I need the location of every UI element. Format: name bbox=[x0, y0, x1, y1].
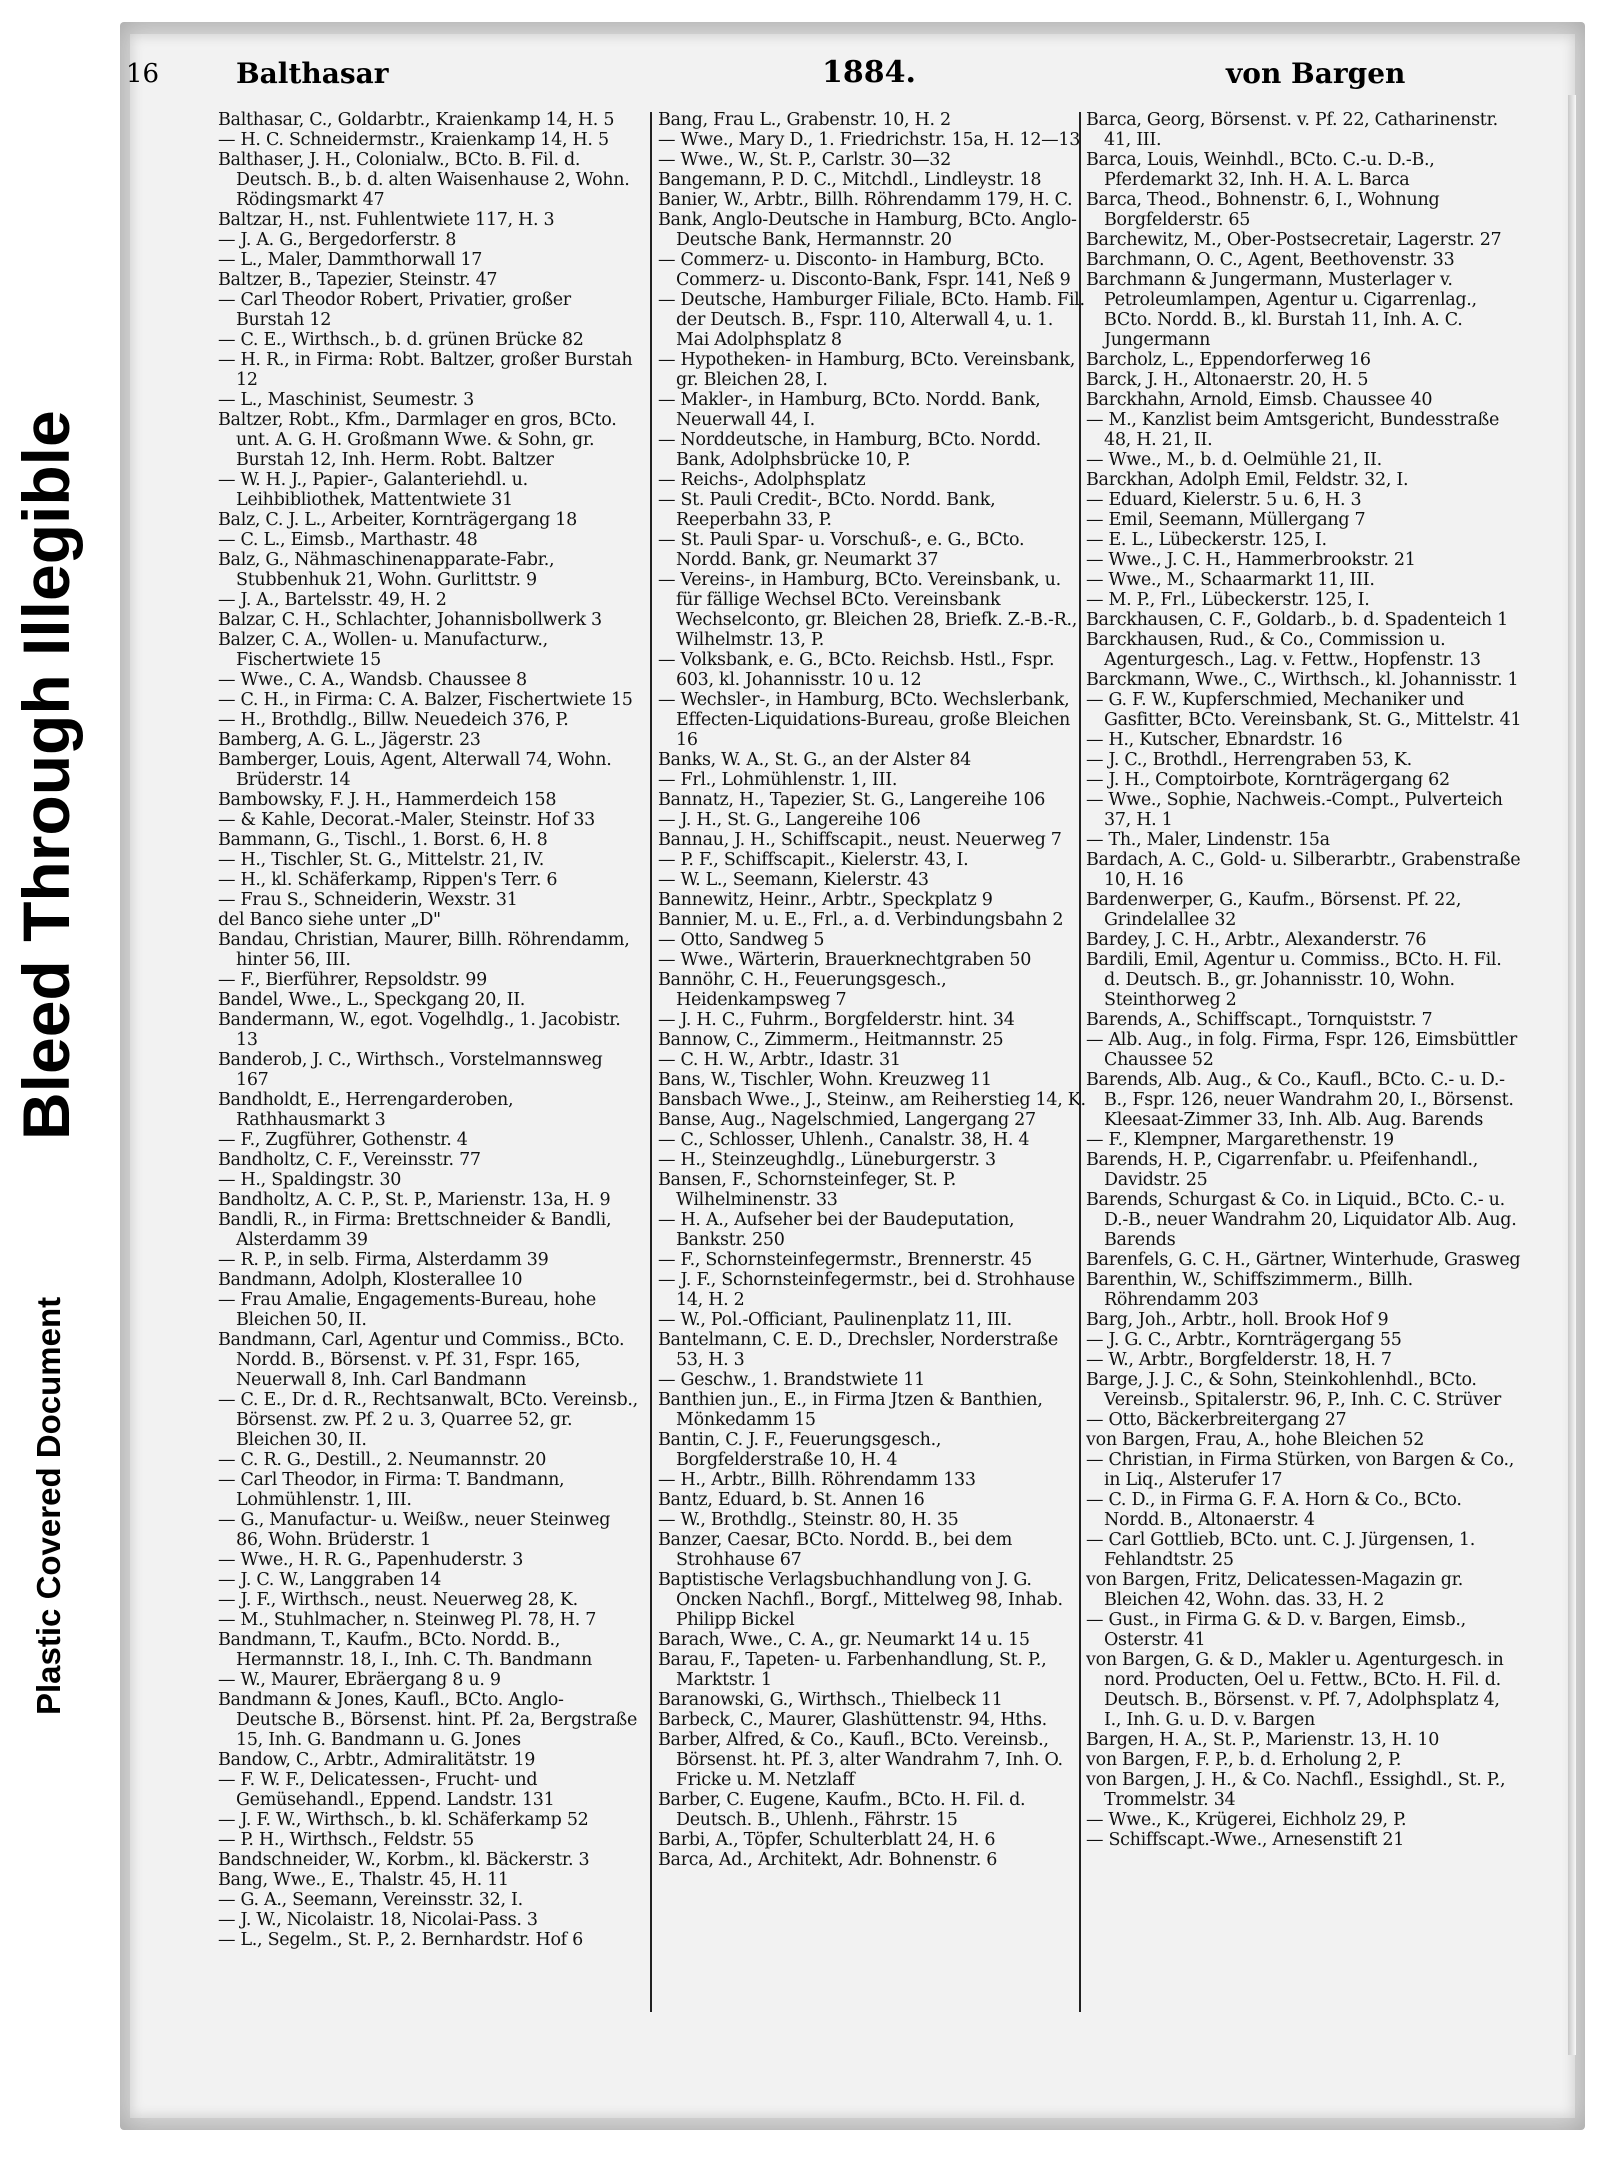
directory-entry: Barbi, A., Töpfer, Schulterblatt 24, H. 6 bbox=[658, 1830, 996, 1850]
directory-entry: Barenthin, W., Schiffszimmerm., Billh. Röhrendamm 203 bbox=[1086, 1270, 1413, 1310]
page-header bbox=[126, 53, 1562, 97]
directory-entry: — C. H., in Firma: C. A. Balzer, Fischertwiete 15 bbox=[218, 690, 633, 710]
directory-entry: Bandel, Wwe., L., Speckgang 20, II. bbox=[218, 990, 526, 1010]
column-divider bbox=[650, 112, 652, 2012]
directory-entry: — H. R., in Firma: Robt. Baltzer, großer Burstah 12 bbox=[218, 350, 633, 390]
directory-entry: Barca, Theod., Bohnenstr. 6, I., Wohnung Borgfelderstr. 65 bbox=[1086, 190, 1440, 230]
directory-entry: — Christian, in Firma Stürken, von Bargen & Co., in Liq., Alsterufer 17 bbox=[1086, 1450, 1515, 1490]
directory-entry: — St. Pauli Spar- u. Vorschuß-, e. G., BCto. Nordd. Bank, gr. Neumarkt 37 bbox=[658, 530, 1025, 570]
directory-entry: — W., Maurer, Ebräergang 8 u. 9 bbox=[218, 1670, 501, 1690]
directory-entry: — J. A., Bartelsstr. 49, H. 2 bbox=[218, 590, 447, 610]
directory-entry: — Wwe., H. R. G., Papenhuderstr. 3 bbox=[218, 1550, 524, 1570]
directory-entry: — Frau Amalie, Engagements-Bureau, hohe Bleichen 50, II. bbox=[218, 1290, 596, 1330]
directory-entry: — P. F., Schiffscapit., Kielerstr. 43, I. bbox=[658, 850, 969, 870]
directory-entry: — W. L., Seemann, Kielerstr. 43 bbox=[658, 870, 929, 890]
directory-entry: Barca, Georg, Börsenst. v. Pf. 22, Catharinenstr. 41, III. bbox=[1086, 110, 1498, 150]
page-number: 16 bbox=[126, 59, 160, 89]
directory-entry: von Bargen, J. H., & Co. Nachfl., Essighdl., St. P., Trommelstr. 34 bbox=[1086, 1770, 1506, 1810]
directory-entry: Bantelmann, C. E. D., Drechsler, Norderstraße 53, H. 3 bbox=[658, 1330, 1058, 1370]
directory-entry: — W. H. J., Papier-, Galanteriehdl. u. Leihbibliothek, Mattentwiete 31 bbox=[218, 470, 528, 510]
directory-entry: Bang, Frau L., Grabenstr. 10, H. 2 bbox=[658, 110, 951, 130]
column-1 bbox=[218, 110, 638, 2030]
directory-entry: — Frau S., Schneiderin, Wexstr. 31 bbox=[218, 890, 518, 910]
plastic-covered-label: Plastic Covered Document bbox=[30, 1296, 67, 1715]
directory-entry: — F., Bierführer, Repsoldstr. 99 bbox=[218, 970, 487, 990]
directory-entry: Bandow, C., Arbtr., Admiralitätstr. 19 bbox=[218, 1750, 536, 1770]
directory-entry: — Volksbank, e. G., BCto. Reichsb. Hstl., Fspr. 603, kl. Johannisstr. 10 u. 12 bbox=[658, 650, 1055, 690]
directory-entry: von Bargen, Fritz, Delicatessen-Magazin gr. Bleichen 42, Wohn. das. 33, H. 2 bbox=[1086, 1570, 1464, 1610]
directory-entry: Bannewitz, Heinr., Arbtr., Speckplatz 9 bbox=[658, 890, 993, 910]
directory-entry: — H., Brothdlg., Billw. Neuedeich 376, P. bbox=[218, 710, 569, 730]
directory-entry: — C. R. G., Destill., 2. Neumannstr. 20 bbox=[218, 1450, 547, 1470]
directory-entry: Barckhausen, Rud., & Co., Commission u. Agenturgesch., Lag. v. Fettw., Hopfenstr. 13 bbox=[1086, 630, 1481, 670]
directory-entry: Bandholtz, A. C. P., St. P., Marienstr. 13a, H. 9 bbox=[218, 1190, 611, 1210]
directory-entry: — Th., Maler, Lindenstr. 15a bbox=[1086, 830, 1330, 850]
directory-entry: Bandmann, T., Kaufm., BCto. Nordd. B., Hermannstr. 18, I., Inh. C. Th. Bandmann bbox=[218, 1630, 593, 1670]
directory-entry: — R. P., in selb. Firma, Alsterdamm 39 bbox=[218, 1250, 549, 1270]
directory-entry: — C. E., Dr. d. R., Rechtsanwalt, BCto. Vereinsb., Börsenst. zw. Pf. 2 u. 3, Quarree 52, gr. Bleichen 30, II. bbox=[218, 1390, 638, 1450]
directory-entry: Barends, Schurgast & Co. in Liquid., BCto. C.- u. D.-B., neuer Wandrahm 20, Liquidator Alb. Aug. Barends bbox=[1086, 1190, 1517, 1250]
directory-entry: Bang, Wwe., E., Thalstr. 45, H. 11 bbox=[218, 1870, 509, 1890]
directory-entry: — Carl Theodor Robert, Privatier, großer Burstah 12 bbox=[218, 290, 571, 330]
directory-entry: Balzar, C. H., Schlachter, Johannisbollwerk 3 bbox=[218, 610, 602, 630]
directory-entry: — Gust., in Firma G. & D. v. Bargen, Eimsb., Osterstr. 41 bbox=[1086, 1610, 1466, 1650]
directory-entry: Banse, Aug., Nagelschmied, Langergang 27 bbox=[658, 1110, 1036, 1130]
directory-entry: — J. W., Nicolaistr. 18, Nicolai-Pass. 3 bbox=[218, 1910, 538, 1930]
directory-entry: — Frl., Lohmühlenstr. 1, III. bbox=[658, 770, 898, 790]
directory-entry: Baptistische Verlagsbuchhandlung von J. G. Oncken Nachfl., Borgf., Mittelweg 98, Inhab. Philipp Bickel bbox=[658, 1570, 1063, 1630]
directory-entry: Barchewitz, M., Ober-Postsecretair, Lagerstr. 27 bbox=[1086, 230, 1502, 250]
directory-entry: Bardey, J. C. H., Arbtr., Alexanderstr. 76 bbox=[1086, 930, 1427, 950]
directory-entry: — J. H., St. G., Langereihe 106 bbox=[658, 810, 921, 830]
directory-entry: — Hypotheken- in Hamburg, BCto. Vereinsbank, gr. Bleichen 28, I. bbox=[658, 350, 1075, 390]
directory-entry: Balthasar, C., Goldarbtr., Kraienkamp 14, H. 5 bbox=[218, 110, 615, 130]
directory-entry: — P. H., Wirthsch., Feldstr. 55 bbox=[218, 1830, 474, 1850]
directory-entry: Barends, A., Schiffscapt., Tornquiststr. 7 bbox=[1086, 1010, 1433, 1030]
directory-entry: — Wwe., Sophie, Nachweis.-Compt., Pulverteich 37, H. 1 bbox=[1086, 790, 1503, 830]
directory-entry: — H. A., Aufseher bei der Baudeputation, Bankstr. 250 bbox=[658, 1210, 1015, 1250]
directory-entry: Bandholdt, E., Herrengarderoben, Rathhausmarkt 3 bbox=[218, 1090, 514, 1130]
directory-entry: — L., Maler, Dammthorwall 17 bbox=[218, 250, 483, 270]
directory-entry: — F. W. F., Delicatessen-, Frucht- und Gemüsehandl., Eppend. Landstr. 131 bbox=[218, 1770, 555, 1810]
directory-entry: — F., Schornsteinfegermstr., Brennerstr. 45 bbox=[658, 1250, 1032, 1270]
directory-entry: — Wwe., K., Krügerei, Eichholz 29, P. bbox=[1086, 1810, 1407, 1830]
directory-entry: Baranowski, G., Wirthsch., Thielbeck 11 bbox=[658, 1690, 1003, 1710]
directory-entry: — Emil, Seemann, Müllergang 7 bbox=[1086, 510, 1366, 530]
directory-entry: — F., Klempner, Margarethenstr. 19 bbox=[1086, 1130, 1394, 1150]
directory-entry: Barchmann & Jungermann, Musterlager v. Petroleumlampen, Agentur u. Cigarrenlag., BCto. Nordd. B., kl. Burstah 11, Inh. A. C. Jungermann bbox=[1086, 270, 1477, 350]
directory-entry: — W., Brothdlg., Steinstr. 80, H. 35 bbox=[658, 1510, 959, 1530]
directory-entry: — H., Kutscher, Ebnardstr. 16 bbox=[1086, 730, 1343, 750]
directory-entry: Bamberg, A. G. L., Jägerstr. 23 bbox=[218, 730, 481, 750]
directory-entry: — C., Schlosser, Uhlenh., Canalstr. 38, H. 4 bbox=[658, 1130, 1030, 1150]
directory-entry: — Schiffscapt.-Wwe., Arnesenstift 21 bbox=[1086, 1830, 1405, 1850]
directory-entry: — Wwe., W., St. P., Carlstr. 30—32 bbox=[658, 150, 951, 170]
directory-entry: — F., Zugführer, Gothenstr. 4 bbox=[218, 1130, 468, 1150]
directory-entry: — H., Steinzeughdlg., Lüneburgerstr. 3 bbox=[658, 1150, 996, 1170]
directory-entry: Banderob, J. C., Wirthsch., Vorstelmannsweg 167 bbox=[218, 1050, 603, 1090]
directory-entry: — Eduard, Kielerstr. 5 u. 6, H. 3 bbox=[1086, 490, 1362, 510]
directory-entry: — Wwe., Wärterin, Brauerknechtgraben 50 bbox=[658, 950, 1032, 970]
directory-entry: Balz, C. J. L., Arbeiter, Kornträgergang 18 bbox=[218, 510, 577, 530]
directory-entry: Bansen, F., Schornsteinfeger, St. P. Wilhelminenstr. 33 bbox=[658, 1170, 956, 1210]
directory-entry: von Bargen, G. & D., Makler u. Agenturgesch. in nord. Producten, Oel u. Fettw., BCto. H. Fil. d. Deutsch. B., Börsenst. v. Pf. 7, Adolphsplatz 4, I., Inh. G. u. D. v. Bargen bbox=[1086, 1650, 1504, 1730]
directory-entry: — J. F., Schornsteinfegermstr., bei d. Strohhause 14, H. 2 bbox=[658, 1270, 1075, 1310]
directory-entry: Banks, W. A., St. G., an der Alster 84 bbox=[658, 750, 971, 770]
directory-entry: — Carl Theodor, in Firma: T. Bandmann, Lohmühlenstr. 1, III. bbox=[218, 1470, 565, 1510]
directory-entry: Barber, Alfred, & Co., Kaufl., BCto. Vereinsb., Börsenst. ht. Pf. 3, alter Wandrahm 7, Inh. O. Fricke u. M. Netzlaff bbox=[658, 1730, 1063, 1790]
directory-entry: del Banco siehe unter „D" bbox=[218, 910, 441, 930]
directory-entry: — Wwe., J. C. H., Hammerbrookstr. 21 bbox=[1086, 550, 1416, 570]
directory-entry: Barckmann, Wwe., C., Wirthsch., kl. Johannisstr. 1 bbox=[1086, 670, 1519, 690]
directory-entry: — Otto, Bäckerbreitergang 27 bbox=[1086, 1410, 1347, 1430]
directory-entry: Baltzer, B., Tapezier, Steinstr. 47 bbox=[218, 270, 498, 290]
directory-entry: — C. E., Wirthsch., b. d. grünen Brücke 82 bbox=[218, 330, 584, 350]
directory-entry: — M., Kanzlist beim Amtsgericht, Bundesstraße 48, H. 21, II. bbox=[1086, 410, 1500, 450]
directory-entry: — Wwe., C. A., Wandsb. Chaussee 8 bbox=[218, 670, 527, 690]
directory-entry: — G. F. W., Kupferschmied, Mechaniker und Gasfitter, BCto. Vereinsbank, St. G., Mittelstr. 41 bbox=[1086, 690, 1522, 730]
directory-entry: — M. P., Frl., Lübeckerstr. 125, I. bbox=[1086, 590, 1370, 610]
directory-entry: Baltzar, H., nst. Fuhlentwiete 117, H. 3 bbox=[218, 210, 555, 230]
directory-entry: Bank, Anglo-Deutsche in Hamburg, BCto. Anglo-Deutsche Bank, Hermannstr. 20 bbox=[658, 210, 1077, 250]
directory-entry: Bannau, J. H., Schiffscapit., neust. Neuerweg 7 bbox=[658, 830, 1062, 850]
directory-entry: — Makler-, in Hamburg, BCto. Nordd. Bank, Neuerwall 44, I. bbox=[658, 390, 1041, 430]
directory-entry: — Wechsler-, in Hamburg, BCto. Wechslerbank, Effecten-Liquidations-Bureau, große Bleichen 16 bbox=[658, 690, 1071, 750]
directory-entry: Bandmann & Jones, Kaufl., BCto. Anglo-Deutsche B., Börsenst. hint. Pf. 2a, Bergstraße 15, Inh. G. Bandmann u. G. Jones bbox=[218, 1690, 638, 1750]
directory-entry: Bardili, Emil, Agentur u. Commiss., BCto. H. Fil. d. Deutsch. B., gr. Johannisstr. 10, Wohn. Steinthorweg 2 bbox=[1086, 950, 1502, 1010]
column-3 bbox=[1086, 110, 1522, 2030]
directory-entry: — C. L., Eimsb., Marthastr. 48 bbox=[218, 530, 478, 550]
directory-entry: — Wwe., Mary D., 1. Friedrichstr. 15a, H. 12—13 bbox=[658, 130, 1081, 150]
directory-entry: — H., Arbtr., Billh. Röhrendamm 133 bbox=[658, 1470, 976, 1490]
column-divider bbox=[1079, 112, 1081, 2012]
directory-entry: Balzer, C. A., Wollen- u. Manufacturw., Fischertwiete 15 bbox=[218, 630, 548, 670]
directory-entry: Bannatz, H., Tapezier, St. G., Langereihe 106 bbox=[658, 790, 1046, 810]
directory-entry: — J. C. W., Langgraben 14 bbox=[218, 1570, 442, 1590]
directory-entry: Bandmann, Adolph, Klosterallee 10 bbox=[218, 1270, 523, 1290]
directory-entry: Bargen, H. A., St. P., Marienstr. 13, H. 10 bbox=[1086, 1730, 1440, 1750]
directory-entry: von Bargen, F. P., b. d. Erholung 2, P. bbox=[1086, 1750, 1402, 1770]
directory-entry: Bandau, Christian, Maurer, Billh. Röhrendamm, hinter 56, III. bbox=[218, 930, 630, 970]
directory-entry: — Otto, Sandweg 5 bbox=[658, 930, 825, 950]
directory-entry: Bannier, M. u. E., Frl., a. d. Verbindungsbahn 2 bbox=[658, 910, 1064, 930]
directory-entry: — J. H., Comptoirbote, Kornträgergang 62 bbox=[1086, 770, 1450, 790]
directory-entry: Bans, W., Tischler, Wohn. Kreuzweg 11 bbox=[658, 1070, 992, 1090]
directory-entry: Barber, C. Eugene, Kaufm., BCto. H. Fil. d. Deutsch. B., Uhlenh., Fährstr. 15 bbox=[658, 1790, 1026, 1830]
directory-entry: Barckhan, Adolph Emil, Feldstr. 32, I. bbox=[1086, 470, 1409, 490]
directory-entry: — W., Pol.-Officiant, Paulinenplatz 11, III. bbox=[658, 1310, 1012, 1330]
directory-entry: Barge, J. J. C., & Sohn, Steinkohlenhdl., BCto. Vereinsb., Spitalerstr. 96, P., Inh. C. C. Strüver bbox=[1086, 1370, 1501, 1410]
directory-entry: Banier, W., Arbtr., Billh. Röhrendamm 179, H. C. bbox=[658, 190, 1073, 210]
directory-entry: — E. L., Lübeckerstr. 125, I. bbox=[1086, 530, 1327, 550]
directory-entry: Baltzer, Robt., Kfm., Darmlager en gros, BCto. unt. A. G. H. Großmann Wwe. & Sohn, gr. Burstah 12, Inh. Herm. Robt. Baltzer bbox=[218, 410, 617, 470]
directory-entry: — Wwe., M., Schaarmarkt 11, III. bbox=[1086, 570, 1375, 590]
directory-entry: Bamberger, Louis, Agent, Alterwall 74, Wohn. Brüderstr. 14 bbox=[218, 750, 612, 790]
directory-entry: Bammann, G., Tischl., 1. Borst. 6, H. 8 bbox=[218, 830, 548, 850]
directory-entry: — Reichs-, Adolphsplatz bbox=[658, 470, 866, 490]
header-right-keyword: von Bargen bbox=[1226, 57, 1406, 90]
directory-entry: Barck, J. H., Altonaerstr. 20, H. 5 bbox=[1086, 370, 1369, 390]
directory-entry: — L., Segelm., St. P., 2. Bernhardstr. Hof 6 bbox=[218, 1930, 583, 1950]
side-labels bbox=[0, 0, 120, 2177]
header-year: 1884. bbox=[822, 55, 916, 90]
directory-entry: — Commerz- u. Disconto- in Hamburg, BCto. Commerz- u. Disconto-Bank, Fspr. 141, Neß 9 bbox=[658, 250, 1071, 290]
directory-entry: — Vereins-, in Hamburg, BCto. Vereinsbank, u. für fällige Wechsel BCto. Vereinsbank Wechselconto, gr. Bleichen 28, Briefk. Z.-B.-R., Wilhelmstr. 13, P. bbox=[658, 570, 1078, 650]
directory-entry: — H., Spaldingstr. 30 bbox=[218, 1170, 402, 1190]
directory-entry: — Deutsche, Hamburger Filiale, BCto. Hamb. Fil. der Deutsch. B., Fspr. 110, Alterwall 4, u. 1. Mai Adolphsplatz 8 bbox=[658, 290, 1085, 350]
directory-entry: Bandmann, Carl, Agentur und Commiss., BCto. Nordd. B., Börsenst. v. Pf. 31, Fspr. 165, Neuerwall 8, Inh. Carl Bandmann bbox=[218, 1330, 625, 1390]
directory-entry: — St. Pauli Credit-, BCto. Nordd. Bank, Reeperbahn 33, P. bbox=[658, 490, 996, 530]
directory-entry: Barends, H. P., Cigarrenfabr. u. Pfeifenhandl., Davidstr. 25 bbox=[1086, 1150, 1479, 1190]
directory-entry: — C. D., in Firma G. F. A. Horn & Co., BCto. Nordd. B., Altonaerstr. 4 bbox=[1086, 1490, 1462, 1530]
directory-entry: Barca, Louis, Weinhdl., BCto. C.-u. D.-B., Pferdemarkt 32, Inh. H. A. L. Barca bbox=[1086, 150, 1435, 190]
directory-entry: Bannöhr, C. H., Feuerungsgesch., Heidenkampsweg 7 bbox=[658, 970, 947, 1010]
directory-entry: Barcholz, L., Eppendorferweg 16 bbox=[1086, 350, 1371, 370]
directory-entry: Bardach, A. C., Gold- u. Silberarbtr., Grabenstraße 10, H. 16 bbox=[1086, 850, 1521, 890]
bleed-through-illegible-label: Bleed Through Illegible bbox=[9, 410, 83, 1140]
directory-entry: — G. A., Seemann, Vereinsstr. 32, I. bbox=[218, 1890, 523, 1910]
directory-entry: Barenfels, G. C. H., Gärtner, Winterhude, Grasweg bbox=[1086, 1250, 1521, 1270]
directory-entry: — J. G. C., Arbtr., Kornträgergang 55 bbox=[1086, 1330, 1402, 1350]
directory-entry: — J. C., Brothdl., Herrengraben 53, K. bbox=[1086, 750, 1412, 770]
directory-entry: Bambowsky, F. J. H., Hammerdeich 158 bbox=[218, 790, 557, 810]
directory-entry: — Carl Gottlieb, BCto. unt. C. J. Jürgensen, 1. Fehlandtstr. 25 bbox=[1086, 1530, 1476, 1570]
directory-entry: — J. F. W., Wirthsch., b. kl. Schäferkamp 52 bbox=[218, 1810, 589, 1830]
directory-entry: Bannow, C., Zimmerm., Heitmannstr. 25 bbox=[658, 1030, 1004, 1050]
directory-entry: von Bargen, Frau, A., hohe Bleichen 52 bbox=[1086, 1430, 1425, 1450]
directory-entry: — Alb. Aug., in folg. Firma, Fspr. 126, Eimsbüttler Chaussee 52 bbox=[1086, 1030, 1517, 1070]
directory-entry: Bandschneider, W., Korbm., kl. Bäckerstr. 3 bbox=[218, 1850, 590, 1870]
directory-entry: Banthien jun., E., in Firma Jtzen & Banthien, Mönkedamm 15 bbox=[658, 1390, 1043, 1430]
directory-entry: Barchmann, O. C., Agent, Beethovenstr. 33 bbox=[1086, 250, 1455, 270]
directory-entry: Bantz, Eduard, b. St. Annen 16 bbox=[658, 1490, 925, 1510]
directory-entry: Barckhausen, C. F., Goldarb., b. d. Spadenteich 1 bbox=[1086, 610, 1508, 630]
directory-entry: Bardenwerper, G., Kaufm., Börsenst. Pf. 22, Grindelallee 32 bbox=[1086, 890, 1462, 930]
directory-entry: Barckhahn, Arnold, Eimsb. Chaussee 40 bbox=[1086, 390, 1433, 410]
directory-entry: Bandli, R., in Firma: Brettschneider & Bandli, Alsterdamm 39 bbox=[218, 1210, 612, 1250]
directory-entry: Bandermann, W., egot. Vogelhdlg., 1. Jacobistr. 13 bbox=[218, 1010, 621, 1050]
column-2 bbox=[658, 110, 1088, 2030]
directory-entry: — Norddeutsche, in Hamburg, BCto. Nordd. Bank, Adolphsbrücke 10, P. bbox=[658, 430, 1041, 470]
directory-entry: Banzer, Caesar, BCto. Nordd. B., bei dem Strohhause 67 bbox=[658, 1530, 1012, 1570]
directory-entry: Barach, Wwe., C. A., gr. Neumarkt 14 u. 15 bbox=[658, 1630, 1030, 1650]
directory-entry: — J. H. C., Fuhrm., Borgfelderstr. hint. 34 bbox=[658, 1010, 1015, 1030]
header-left-keyword: Balthasar bbox=[236, 57, 389, 90]
directory-entry: — H. C. Schneidermstr., Kraienkamp 14, H. 5 bbox=[218, 130, 609, 150]
directory-entry: — C. H. W., Arbtr., Idastr. 31 bbox=[658, 1050, 901, 1070]
directory-entry: Bansbach Wwe., J., Steinw., am Reiherstieg 14, K. bbox=[658, 1090, 1086, 1110]
directory-entry: Bandholtz, C. F., Vereinsstr. 77 bbox=[218, 1150, 481, 1170]
directory-entry: — H., kl. Schäferkamp, Rippen's Terr. 6 bbox=[218, 870, 558, 890]
directory-entry: — H., Tischler, St. G., Mittelstr. 21, IV. bbox=[218, 850, 545, 870]
directory-entry: Barau, F., Tapeten- u. Farbenhandlung, St. P., Marktstr. 1 bbox=[658, 1650, 1047, 1690]
directory-entry: — Geschw., 1. Brandstwiete 11 bbox=[658, 1370, 925, 1390]
directory-entry: — M., Stuhlmacher, n. Steinweg Pl. 78, H. 7 bbox=[218, 1610, 597, 1630]
directory-entry: — J. A. G., Bergedorferstr. 8 bbox=[218, 230, 457, 250]
directory-entry: — & Kahle, Decorat.-Maler, Steinstr. Hof 33 bbox=[218, 810, 595, 830]
directory-entry: Balz, G., Nähmaschinenapparate-Fabr., Stubbenhuk 21, Wohn. Gurlittstr. 9 bbox=[218, 550, 555, 590]
directory-entry: Barg, Joh., Arbtr., holl. Brook Hof 9 bbox=[1086, 1310, 1389, 1330]
directory-entry: — Wwe., M., b. d. Oelmühle 21, II. bbox=[1086, 450, 1382, 470]
directory-entry: Bangemann, P. D. C., Mitchdl., Lindleystr. 18 bbox=[658, 170, 1042, 190]
directory-entry: Barbeck, C., Maurer, Glashüttenstr. 94, Hths. bbox=[658, 1710, 1047, 1730]
directory-entry: — G., Manufactur- u. Weißw., neuer Steinweg 86, Wohn. Brüderstr. 1 bbox=[218, 1510, 611, 1550]
directory-entry: — L., Maschinist, Seumestr. 3 bbox=[218, 390, 474, 410]
directory-entry: Barca, Ad., Architekt, Adr. Bohnenstr. 6 bbox=[658, 1850, 998, 1870]
directory-entry: — W., Arbtr., Borgfelderstr. 18, H. 7 bbox=[1086, 1350, 1392, 1370]
directory-entry: Balthaser, J. H., Colonialw., BCto. B. Fil. d. Deutsch. B., b. d. alten Waisenhause 2, Wohn. Rödingsmarkt 47 bbox=[218, 150, 630, 210]
directory-entry: — J. F., Wirthsch., neust. Neuerweg 28, K. bbox=[218, 1590, 578, 1610]
directory-entry: Barends, Alb. Aug., & Co., Kaufl., BCto. C.- u. D.-B., Fspr. 126, neuer Wandrahm 20, I., Börsenst. Kleesaat-Zimmer 33, Inh. Alb. Aug. Barends bbox=[1086, 1070, 1514, 1130]
directory-entry: Bantin, C. J. F., Feuerungsgesch., Borgfelderstraße 10, H. 4 bbox=[658, 1430, 942, 1470]
page-edge bbox=[1568, 95, 1576, 2055]
